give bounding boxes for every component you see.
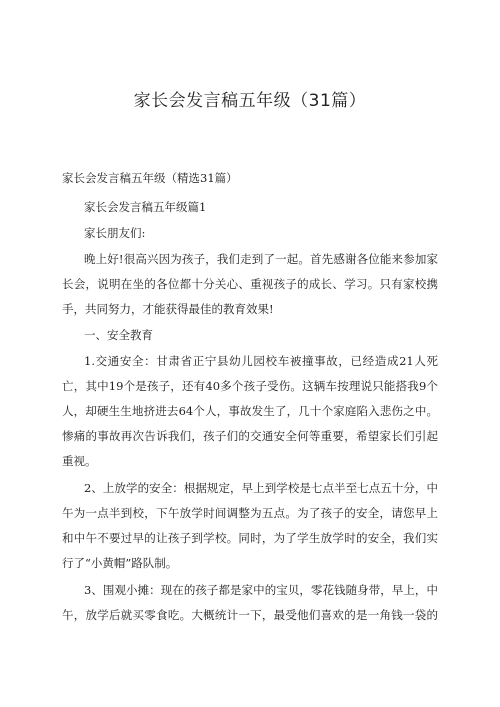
paragraph-line: 亡，其中19个是孩子，还有40多个孩子受伤。这辆车按理说只能搭我9个 — [62, 379, 438, 393]
paragraph-line: 3、围观小摊：现在的孩子都是家中的宝贝，零花钱随身带，早上，中 — [84, 583, 438, 597]
paragraph-line: 人，却硬生生地挤进去64个人，事故发生了，几十个家庭陷入悲伤之中。 — [62, 404, 438, 418]
paragraph-line: 手，共同努力，才能获得最佳的教育效果! — [62, 302, 274, 316]
paragraph-line: 和中午不要过早的让孩子到学校。同时，为了学生放学时的安全，我们实 — [62, 531, 438, 545]
paragraph-line: 午为一点半到校，下午放学时间调整为五点。为了孩子的安全，请您早上 — [62, 506, 438, 520]
section-heading: 一、安全教育 — [84, 328, 153, 342]
document-title: 家长会发言稿五年级（31篇） — [133, 91, 367, 111]
paragraph-line: 行了“小黄帽”路队制。 — [62, 556, 178, 570]
salutation: 家长朋友们: — [84, 226, 146, 240]
paragraph-line: 午，放学后就买零食吃。大概统计一下，最受他们喜欢的是一角钱一袋的 — [62, 608, 438, 622]
paragraph-line: 2、上放学的安全：根据规定，早上到学校是七点半至七点五十分，中 — [84, 481, 438, 495]
section-heading: 家长会发言稿五年级篇1 — [84, 200, 207, 214]
paragraph-line: 重视。 — [62, 454, 97, 468]
subtitle-line: 家长会发言稿五年级（精选31篇） — [62, 171, 238, 185]
paragraph-line: 惨痛的事故再次告诉我们，孩子们的交通安全何等重要，希望家长们引起 — [62, 429, 438, 443]
paragraph-line: 晚上好!很高兴因为孩子，我们走到了一起。首先感谢各位能来参加家 — [84, 252, 438, 266]
paragraph-line: 1.交通安全：甘肃省正宁县幼儿园校车被撞事故，已经造成21人死 — [84, 354, 438, 368]
paragraph-line: 长会，说明在坐的各位都十分关心、重视孩子的成长、学习。只有家校携 — [62, 277, 438, 291]
